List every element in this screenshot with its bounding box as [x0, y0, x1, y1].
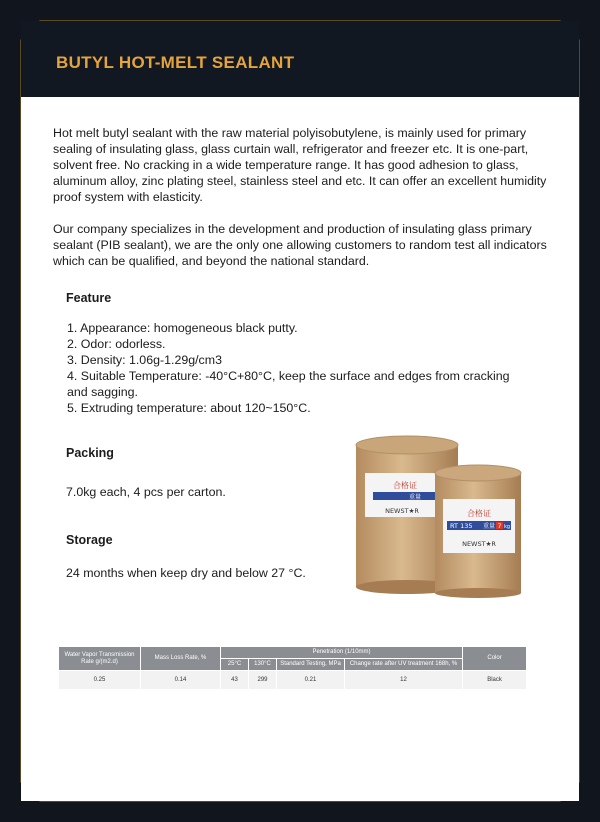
cell-standard: 0.21 — [277, 671, 345, 690]
cell-wvtr: 0.25 — [59, 671, 141, 690]
storage-heading: Storage — [66, 533, 113, 547]
product-drums-image — [343, 433, 535, 599]
label-brand-back: NEWST★R — [385, 507, 419, 515]
cell-25c: 43 — [221, 671, 249, 690]
table-row — [59, 671, 527, 690]
label-model: RT 135 — [450, 522, 473, 530]
feature-heading: Feature — [66, 291, 112, 305]
feature-item: 1. Appearance: homogeneous black putty. — [67, 321, 298, 335]
cell-130c: 299 — [249, 671, 277, 690]
label-weight-unit: kg — [503, 524, 511, 530]
subheader-25c: 25°C — [221, 659, 249, 671]
subheader-130c: 130°C — [249, 659, 277, 671]
subheader-change-rate: Change rate after UV treatment 168h, % — [345, 659, 463, 671]
feature-item: 5. Extruding temperature: about 120~150°C. — [67, 401, 311, 415]
cell-color: Black — [463, 671, 527, 690]
label-brand-front: NEWST★R — [462, 540, 496, 548]
feature-item: 4. Suitable Temperature: -40°C+80°C, keep the surface and edges from cracking and sagging. — [67, 369, 510, 399]
page-title: BUTYL HOT-MELT SEALANT — [56, 53, 295, 72]
header-wvtr: Water Vapor Transmission Rate g/(m2.d) — [59, 647, 141, 671]
feature-list — [63, 320, 533, 416]
cell-mass-loss: 0.14 — [141, 671, 221, 690]
spec-table — [58, 646, 527, 690]
storage-text: 24 months when keep dry and below 27 °C. — [66, 566, 306, 580]
cell-change-rate: 12 — [345, 671, 463, 690]
intro-paragraph-2: Our company specializes in the development and production of insulating glass primary sealant (PIB sealant), we are the only one allowing customers to random test all indicators which can be qualified, and beyond the national standard. — [53, 222, 547, 268]
label-weight-value: 7 — [497, 523, 502, 530]
label-weight-cn-front: 重量 — [483, 523, 496, 530]
header-penetration: Penetration (1/10mm) — [221, 647, 463, 659]
packing-text: 7.0kg each, 4 pcs per carton. — [66, 485, 226, 499]
feature-item: 2. Odor: odorless. — [67, 337, 166, 351]
header-mass-loss: Mass Loss Rate, % — [141, 647, 221, 671]
subheader-standard: Standard Testing, MPa — [277, 659, 345, 671]
label-weight-cn-back: 重量 — [408, 494, 422, 501]
label-cn-back: 合格证 — [393, 481, 417, 490]
product-photo — [343, 433, 535, 604]
label-cn-front: 合格证 — [467, 509, 491, 518]
feature-item: 3. Density: 1.06g-1.29g/cm3 — [67, 353, 222, 367]
packing-heading: Packing — [66, 446, 114, 460]
header-color: Color — [463, 647, 527, 671]
intro-paragraph-1: Hot melt butyl sealant with the raw material polyisobutylene, is mainly used for primary sealing of insulating glass, glass curtain wall, refrigerator and freezer etc. It is one-part, solvent free. No cracking in a wide temperature range. It has good adhesion to glass, aluminum alloy, zinc plating steel, stainless steel and etc. It can offer an excellent humidity proof system with elasticity. — [53, 126, 547, 204]
